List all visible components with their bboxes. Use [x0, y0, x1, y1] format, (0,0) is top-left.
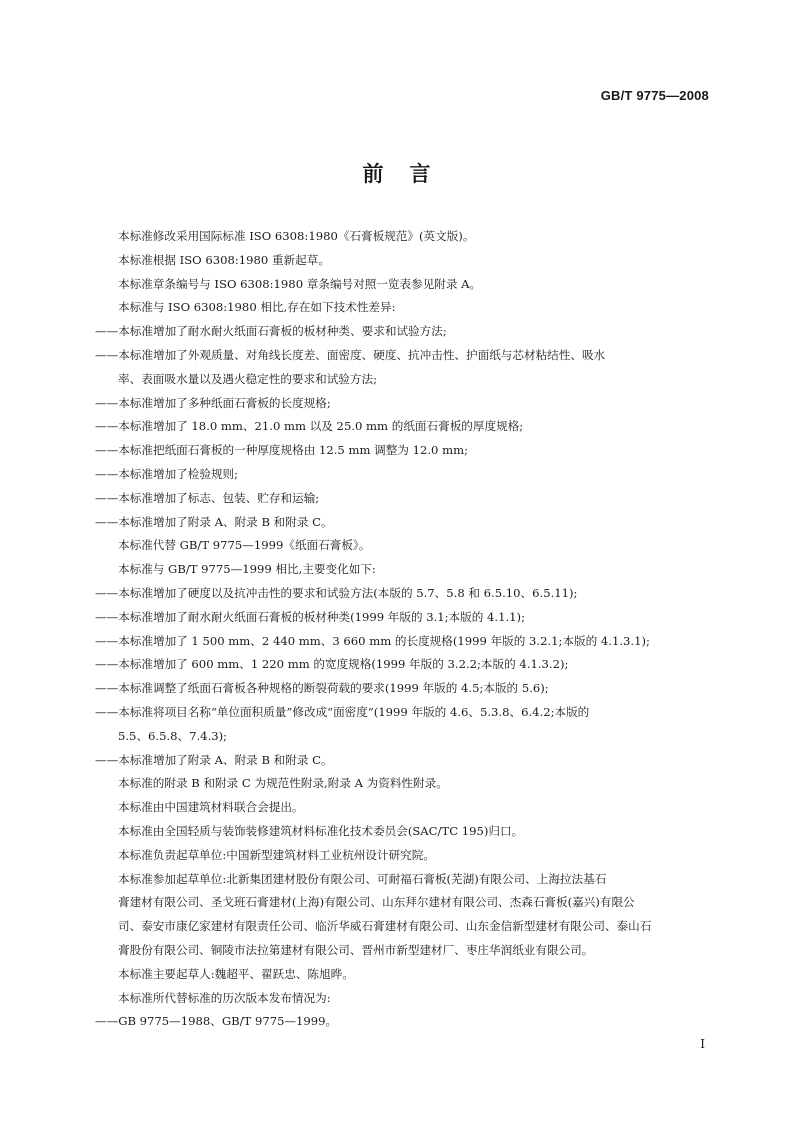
paragraph: 本标准由全国轻质与装饰装修建筑材料标准化技术委员会(SAC/TC 195)归口。 — [118, 823, 524, 838]
list-item: ——本标准增加了标志、包装、贮存和运输; — [95, 490, 320, 505]
paragraph: 本标准负责起草单位:中国新型建筑材料工业杭州设计研究院。 — [118, 847, 435, 862]
list-item: ——本标准增加了附录 A、附录 B 和附录 C。 — [95, 752, 333, 767]
foreword-body — [95, 225, 710, 1034]
paragraph-continuation: 司、泰安市康亿家建材有限责任公司、临沂华威石膏建材有限公司、山东金信新型建材有限公司、泰山石 — [118, 919, 652, 934]
list-item: ——本标准增加了附录 A、附录 B 和附录 C。 — [95, 514, 333, 529]
list-item: ——本标准增加了硬度以及抗冲击性的要求和试验方法(本版的 5.7、5.8 和 6.5.10、6.5.11); — [95, 585, 578, 600]
paragraph: 本标准与 ISO 6308:1980 相比,存在如下技术性差异: — [118, 300, 396, 315]
list-item: ——本标准增加了 600 mm、1 220 mm 的宽度规格(1999 年版的 3.2.2;本版的 4.1.3.2); — [95, 657, 569, 672]
paragraph: 本标准代替 GB/T 9775—1999《纸面石膏板》。 — [118, 538, 371, 553]
list-item: ——本标准调整了纸面石膏板各种规格的断裂荷载的要求(1999 年版的 4.5;本版的 5.6); — [95, 681, 549, 696]
page-title: 前言 — [362, 162, 457, 186]
paragraph: 本标准由中国建筑材料联合会提出。 — [118, 800, 304, 815]
paragraph: 本标准修改采用国际标准 ISO 6308:1980《石膏板规范》(英文版)。 — [118, 229, 475, 243]
list-item: ——本标准增加了 1 500 mm、2 440 mm、3 660 mm 的长度规格(1999 年版的 3.2.1;本版的 4.1.3.1); — [95, 633, 650, 648]
list-item: ——本标准增加了外观质量、对角线长度差、面密度、硬度、抗冲击性、护面纸与芯材粘结性、吸水 — [95, 347, 606, 362]
list-item: ——本标准把纸面石膏板的一种厚度规格由 12.5 mm 调整为 12.0 mm; — [95, 443, 468, 458]
list-item: ——本标准增加了耐水耐火纸面石膏板的板材种类、要求和试验方法; — [95, 324, 447, 339]
list-item-continuation: 5.5、6.5.8、7.4.3); — [118, 728, 228, 743]
paragraph: 本标准主要起草人:魏超平、翟跃忠、陈旭晔。 — [118, 966, 354, 981]
paragraph: 本标准参加起草单位:北新集团建材股份有限公司、可耐福石膏板(芜湖)有限公司、上海拉法基石 — [118, 871, 607, 886]
list-item: ——本标准增加了检验规则; — [95, 466, 239, 481]
standard-code: GB/T 9775—2008 — [600, 88, 709, 103]
paragraph-continuation: 膏建材有限公司、圣戈班石膏建材(上海)有限公司、山东拜尔建材有限公司、杰森石膏板(嘉兴)有限公 — [118, 895, 635, 910]
list-item: ——GB 9775—1988、GB/T 9775—1999。 — [95, 1014, 338, 1029]
paragraph: 本标准与 GB/T 9775—1999 相比,主要变化如下: — [118, 562, 376, 577]
list-item: ——本标准增加了耐水耐火纸面石膏板的板材种类(1999 年版的 3.1;本版的 4.1.1); — [95, 609, 525, 624]
list-item: ——本标准增加了 18.0 mm、21.0 mm 以及 25.0 mm 的纸面石膏板的厚度规格; — [95, 419, 524, 434]
paragraph: 本标准所代替标准的历次版本发布情况为: — [118, 990, 331, 1005]
paragraph: 本标准根据 ISO 6308:1980 重新起草。 — [118, 252, 330, 267]
list-item: ——本标准增加了多种纸面石膏板的长度规格; — [95, 395, 331, 410]
page-number: I — [700, 1037, 705, 1051]
paragraph-continuation: 膏股份有限公司、铜陵市法拉第建材有限公司、晋州市新型建材厂、枣庄华润纸业有限公司。 — [118, 942, 594, 957]
list-item-continuation: 率、表面吸水量以及遇火稳定性的要求和试验方法; — [118, 371, 377, 386]
list-item: ——本标准将项目名称“单位面积质量”修改成“面密度”(1999 年版的 4.6、5.3.8、6.4.2;本版的 — [95, 704, 590, 719]
paragraph: 本标准的附录 B 和附录 C 为规范性附录,附录 A 为资料性附录。 — [118, 776, 448, 791]
paragraph: 本标准章条编号与 ISO 6308:1980 章条编号对照一览表参见附录 A。 — [118, 276, 482, 291]
